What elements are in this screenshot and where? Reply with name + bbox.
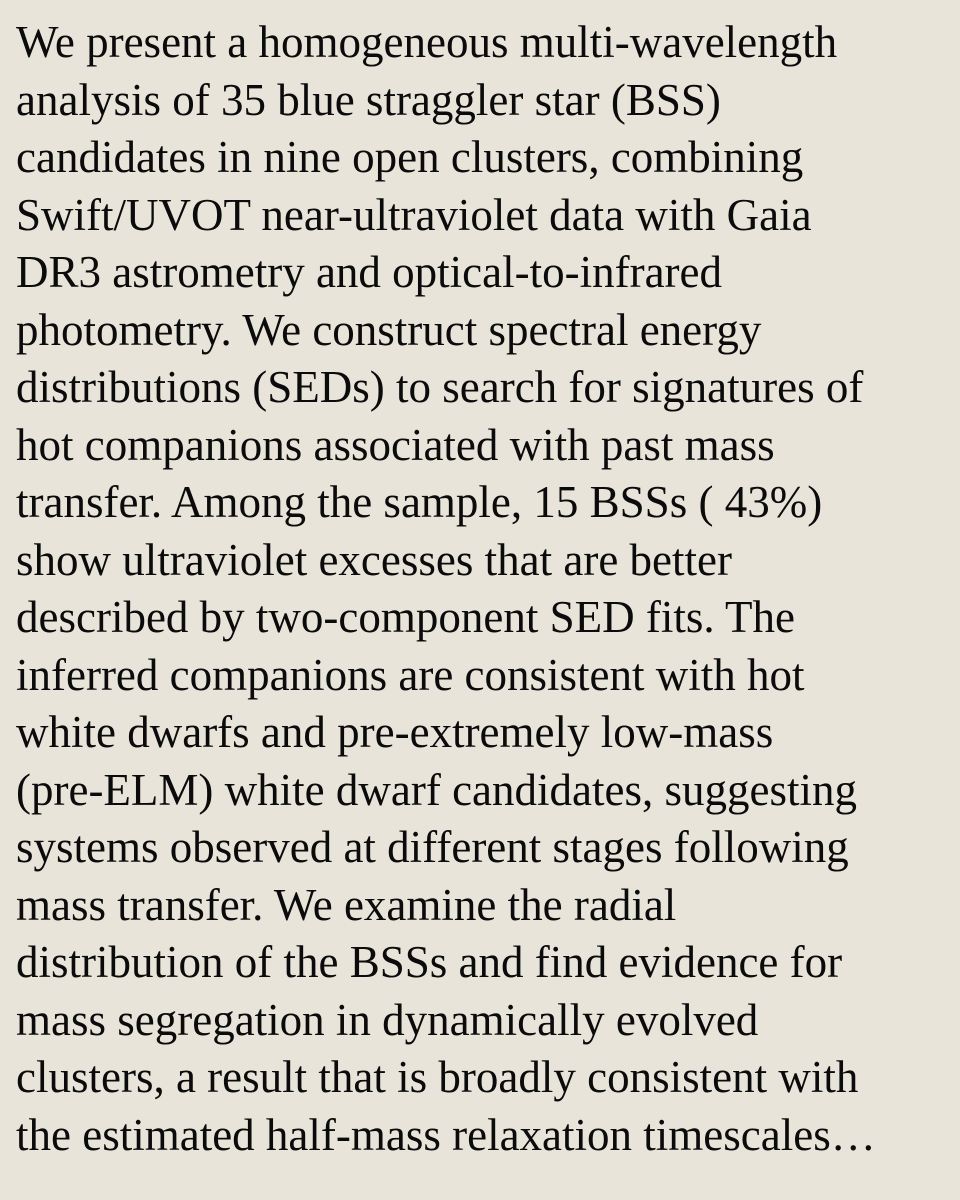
abstract-line: inferred companions are consistent with hot [16, 649, 805, 700]
abstract-line: transfer. Among the sample, 15 BSSs ( 43%) [16, 477, 823, 527]
abstract-line: mass segregation in dynamically evolved [16, 994, 759, 1045]
abstract-line: Swift/UVOT near-ultraviolet data with Gaia [16, 189, 812, 240]
abstract-line: mass transfer. We examine the radial [16, 879, 677, 930]
abstract-line: distributions (SEDs) to search for signatures of [16, 362, 864, 412]
abstract-line: distribution of the BSSs and find evidence for [16, 937, 843, 987]
abstract-line: photometry. We construct spectral energy [16, 304, 762, 355]
abstract-line: white dwarfs and pre-extremely low-mass [16, 707, 774, 757]
abstract-line: described by two-component SED fits. The [16, 592, 796, 642]
abstract-line: systems observed at different stages following [16, 822, 849, 872]
abstract-text [16, 14, 944, 1164]
abstract-line: show ultraviolet excesses that are better [16, 534, 732, 585]
abstract-line: We present a homogeneous multi-wavelength [16, 17, 838, 67]
abstract-line: hot companions associated with past mass [16, 419, 775, 470]
abstract-line: clusters, a result that is broadly consistent with [16, 1052, 859, 1102]
abstract-line: the estimated half-mass relaxation timescales… [16, 1109, 876, 1160]
abstract-line: (pre-ELM) white dwarf candidates, suggesting [16, 764, 857, 815]
abstract-line: analysis of 35 blue straggler star (BSS) [16, 74, 721, 125]
abstract-line: DR3 astrometry and optical-to-infrared [16, 247, 723, 297]
abstract-line: candidates in nine open clusters, combining [16, 132, 804, 182]
